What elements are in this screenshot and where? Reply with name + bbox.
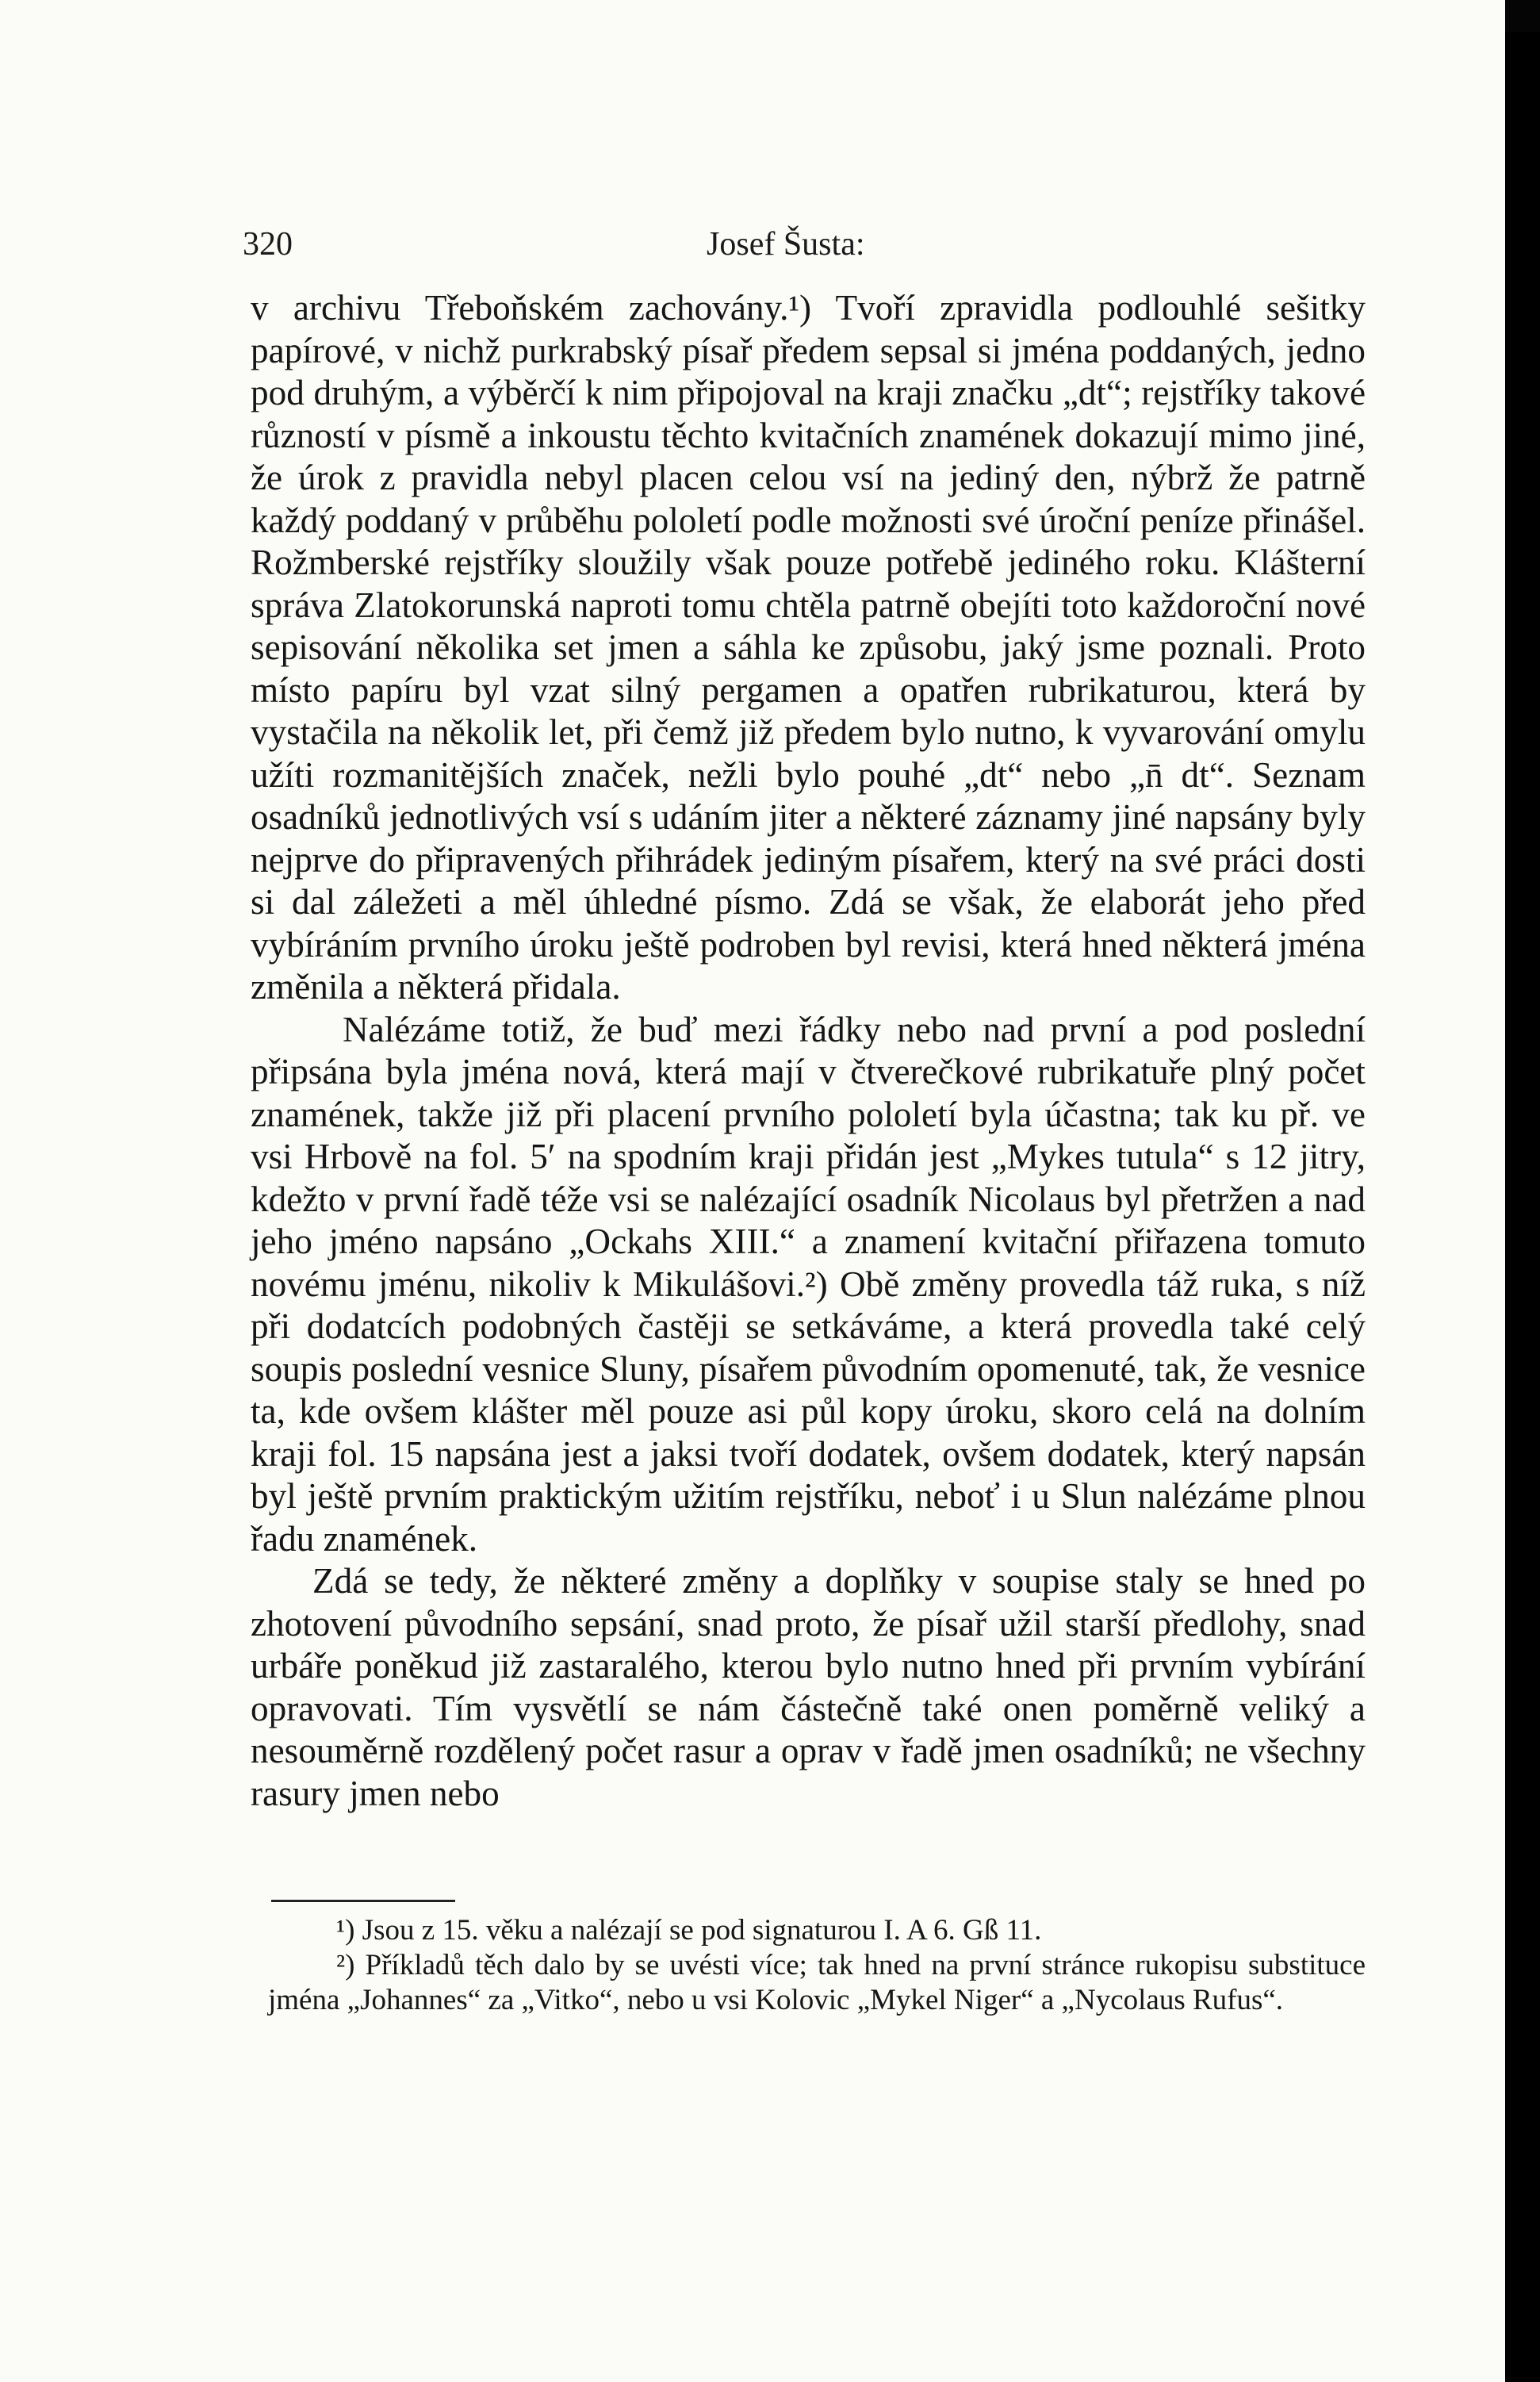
footnote: ¹) Jsou z 15. věku a nalézají se pod signaturou I. A 6. Gß 11. — [336, 1914, 1042, 1947]
running-title: Josef Šusta: — [707, 226, 865, 263]
page-number: 320 — [243, 226, 293, 263]
paragraph: Nalézáme totiž, že buď mezi řádky nebo nad první a pod poslední připsána byla jména nová, která mají v čtverečkové rubrikatuře plný počet znamének, takže již při placení prvního pololetí byla účastna; tak ku př. ve vsi Hrbově na fol. 5′ na spodním kraji přidán jest „Mykes tutula“ s 12 jitry, kdežto v první řadě téže vsi se nalézající osadník Nicolaus byl přetržen a nad jeho jméno napsáno „Ockahs XIII.“ a znamení kvitační přiřazena tomuto novému jménu, nikoliv k Mikulášovi.²) Obě změny provedla táž ruka, s níž při dodatcích podobných častěji se setkáváme, a která provedla také celý soupis poslední vesnice Sluny, písařem původním opomenuté, tak, že vesnice ta, kde ovšem klášter měl pouze asi půl kopy úroku, skoro celá na dolním kraji fol. 15 napsána jest a jaksi tvoří dodatek, ovšem dodatek, který napsán byl ještě prvním praktickým užitím rejstříku, neboť i u Slun nalézáme plnou řadu znamének. — [251, 1009, 1366, 1559]
body-text — [251, 287, 1366, 1815]
paragraph: v archivu Třeboňském zachovány.¹) Tvoří zpravidla podlouhlé sešitky papírové, v nichž purkrabský písař předem sepsal si jména poddaných, jedno pod druhým, a výběrčí k nim připojoval na kraji značku „dt“; rejstříky takové růzností v písmě a inkoustu těchto kvitačních znamének dokazují mimo jiné, že úrok z pravidla nebyl placen celou vsí na jediný den, nýbrž že patrně každý poddaný v průběhu pololetí podle možnosti své úroční peníze přinášel. Rožmberské rejstříky sloužily však pouze potřebě jediného roku. Klášterní správa Zlatokorunská naproti tomu chtěla patrně obejíti toto každoroční nové sepisování několika set jmen a sáhla ke způsobu, jaký jsme poznali. Proto místo papíru byl vzat silný pergamen a opatřen rubrikaturou, která by vystačila na několik let, při čemž již předem bylo nutno, k vyvarování omylu užíti rozmanitějších značek, nežli bylo pouhé „dt“ nebo „n̄ dt“. Seznam osadníků jednotlivých vsí s udáním jiter a některé záznamy jiné napsány byly nejprve do připravených přihrádek jediným písařem, který na své práci dosti si dal záležeti a měl úhledné písmo. Zdá se však, že elaborát jeho před vybíráním prvního úroku ještě podroben byl revisi, která hned některá jména změnila a některá přidala. — [251, 288, 1366, 1007]
footnote-separator — [271, 1900, 455, 1902]
paragraph: Zdá se tedy, že některé změny a doplňky v soupise staly se hned po zhotovení původního sepsání, snad proto, že písař užil starší předlohy, snad urbáře poněkud již zastaralého, kterou bylo nutno hned při prvním vybírání opravovati. Tím vysvětlí se nám částečně také onen poměrně veliký a nesouměrně rozdělený počet rasur a oprav v řadě jmen osadníků; ne všechny rasury jmen nebo — [251, 1561, 1366, 1813]
page-header — [243, 225, 1367, 265]
footnote: ²) Příkladů těch dalo by se uvésti více; tak hned na první stránce rukopisu substituce jména „Johannes“ za „Vitko“, nebo u vsi Kolovic „Mykel Niger“ a „Nycolaus Rufus“. — [268, 1949, 1366, 2016]
scan-border — [1505, 32, 1540, 2382]
footnotes — [268, 1913, 1366, 2018]
